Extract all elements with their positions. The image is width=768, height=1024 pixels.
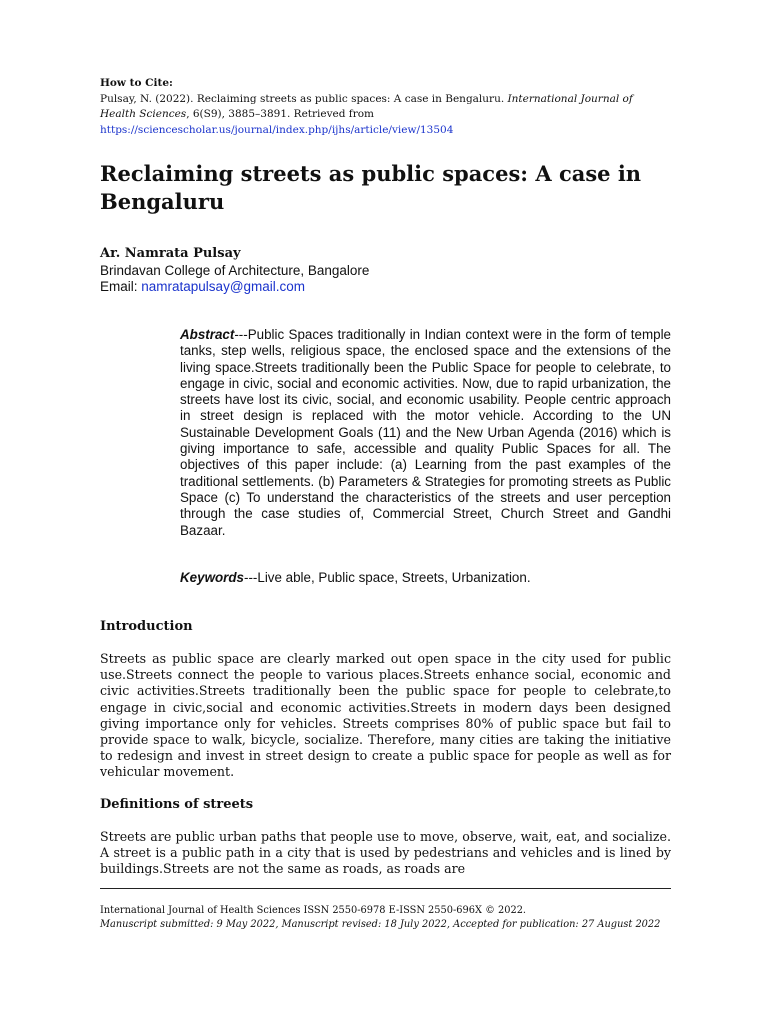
footer-divider: [100, 888, 671, 889]
citation-text-after: , 6(S9), 3885–3891. Retrieved from: [186, 108, 374, 120]
email-label: Email:: [100, 279, 142, 294]
footer-manuscript-line: Manuscript submitted: 9 May 2022, Manuscript revised: 18 July 2022, Accepted for publication: 27 August 2022: [100, 919, 661, 930]
citation-text: [100, 92, 671, 123]
author-name: Ar. Namrata Pulsay: [100, 246, 241, 261]
paper-title: Reclaiming streets as public spaces: A case in Bengaluru: [100, 161, 642, 214]
citation-url-link[interactable]: https://sciencescholar.us/journal/index.php/ijhs/article/view/13504: [100, 123, 454, 136]
citation-journal: International Journal of Health Sciences: [100, 92, 633, 120]
author-block: [100, 246, 671, 296]
keywords-label: Keywords: [180, 570, 244, 585]
section-body-definitions: Streets are public urban paths that people use to move, observe, wait, eat, and socialize. A street is a public path in a city that is used by pedestrians and vehicles and is lined by buildings.Streets are not the same as roads, as roads are: [100, 829, 671, 877]
section-heading-definitions: Definitions of streets: [100, 797, 254, 812]
author-email-link[interactable]: namratapulsay@gmail.com: [141, 279, 306, 294]
citation-text-before: Pulsay, N. (2022). Reclaiming streets as public spaces: A case in Bengaluru.: [100, 92, 508, 105]
section-body-introduction: Streets as public space are clearly marked out open space in the city used for public use.Streets connect the people to various places.Streets enhance social, economic and civic activities.Streets traditionally been the public space for people to celebrate,to engage in civic,social and economic activities.Streets in modern days been designed giving importance only for vehicles. Streets comprises 80% of public space but fail to provide space to walk, bicycle, socialize. Therefore, many cities are taking the initiative to redesign and invest in street design to create a public space for people as well as for vehicular movement.: [100, 651, 671, 780]
keywords-text: ---Live able, Public space, Streets, Urbanization.: [244, 570, 531, 585]
abstract-text: ---Public Spaces traditionally in Indian context were in the form of temple tanks, step wells, religious space, the enclosed space and the extensions of the living space.Streets traditionally been the Public Space for people to celebrate, to engage in civic, social and economic activities. Now, due to rapid urbanization, the streets have lost its civic, social, and economic usability. People centric approach in street design is replaced with the motor vehicle. According to the UN Sustainable Development Goals (11) and the New Urban Agenda (2016) which is giving importance to safe, accessible and quality Public Spaces for all. The objectives of this paper include: (a) Learning from the past examples of the traditional settlements. (b) Parameters & Strategies for promoting streets as Public Space (c) To understand the characteristics of the streets and user perception through the case studies of, Commercial Street, Church Street and Gandhi Bazaar.: [180, 327, 671, 538]
section-heading-introduction: Introduction: [100, 619, 193, 634]
author-affiliation: Brindavan College of Architecture, Bangalore: [100, 262, 370, 278]
citation-block: [100, 76, 671, 138]
footer-journal-line: International Journal of Health Sciences ISSN 2550-6978 E-ISSN 2550-696X © 2022.: [100, 905, 527, 916]
keywords: [180, 570, 671, 586]
page-footer: [100, 904, 671, 932]
paper-page: [100, 0, 671, 1024]
abstract: [180, 327, 671, 539]
author-email-line: [100, 279, 671, 296]
citation-label: How to Cite:: [100, 77, 173, 89]
abstract-label: Abstract: [180, 327, 235, 342]
